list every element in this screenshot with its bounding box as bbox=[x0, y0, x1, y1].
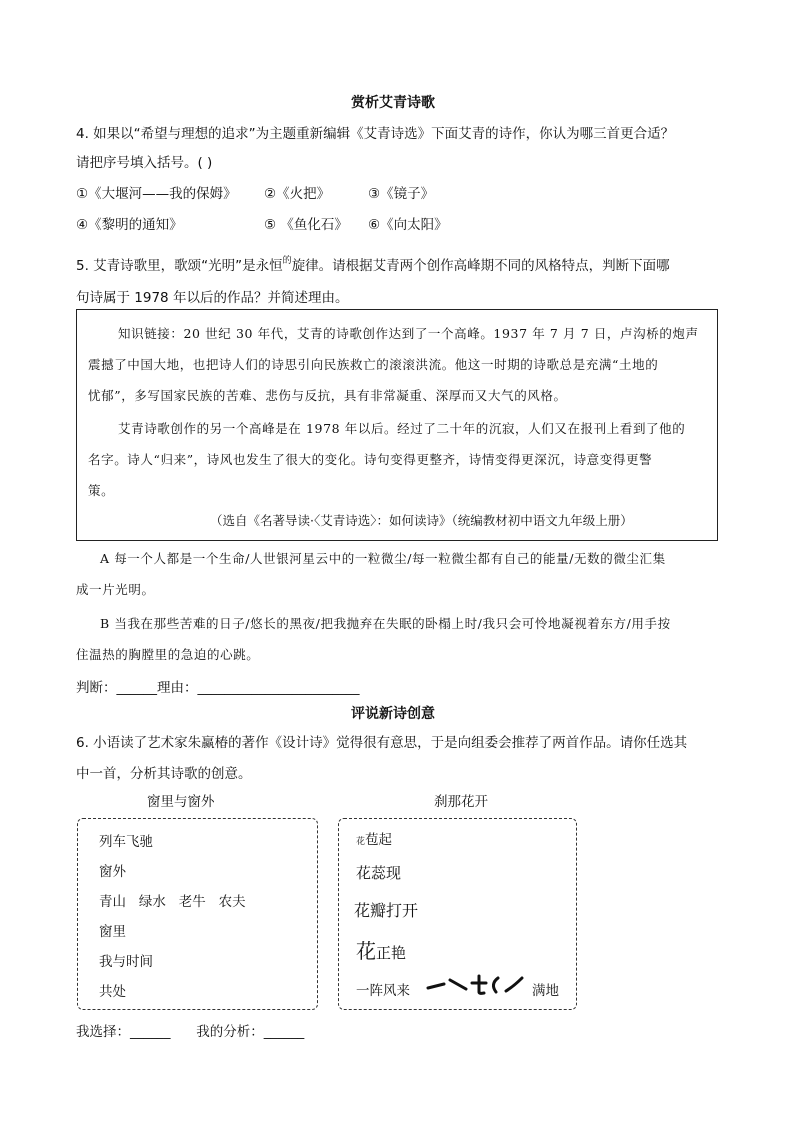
q5-line1 bbox=[76, 254, 670, 274]
poem2-line2: 花蕊现 bbox=[356, 864, 402, 882]
poem1-line4: 窗里 bbox=[99, 924, 126, 940]
poem2-line1-rest: 苞起 bbox=[365, 832, 393, 848]
q5-line1-part-a: 5. 艾青诗歌里，歌颂“光明”是永恒 bbox=[76, 258, 283, 274]
knowledge-source: （选自《名著导读·〈艾青诗选〉：如何读诗》（统编教材初中语文九年级上册） bbox=[210, 513, 633, 528]
poem1-line6: 共处 bbox=[99, 984, 126, 1000]
q4-option-5: ⑤ 《鱼化石》 bbox=[264, 217, 348, 233]
q6-line1: 6. 小语读了艺术家朱赢椿的著作《设计诗》觉得很有意思，于是向组委会推荐了两首作品。请你任选其 bbox=[76, 735, 688, 751]
q4-option-4: ④《黎明的通知》 bbox=[76, 217, 183, 233]
poem2-line3: 花瓣打开 bbox=[354, 901, 419, 920]
poem2-line5-a: 一阵风来 bbox=[356, 983, 410, 999]
knowledge-p2-line3: 策。 bbox=[88, 483, 115, 498]
poem1-title: 窗里与窗外 bbox=[147, 794, 215, 810]
q4-option-1: ①《大堰河——我的保姆》 bbox=[76, 186, 237, 202]
q6-line2: 中一首，分析其诗歌的创意。 bbox=[76, 766, 252, 782]
q4-option-2: ②《火把》 bbox=[264, 186, 331, 202]
q4-option-6: ⑥《向太阳》 bbox=[368, 217, 448, 233]
poem2-line1 bbox=[356, 828, 392, 848]
poem1-line3: 青山 绿水 老牛 农夫 bbox=[99, 894, 246, 910]
poem-a-line2: 成一片光明。 bbox=[76, 582, 155, 597]
q4-line2: 请把序号填入括号。( ) bbox=[76, 155, 213, 171]
knowledge-p2-line1: 艾青诗歌创作的另一个高峰是在 1978 年以后。经过了二十年的沉寂，人们又在报刊上看到了他的 bbox=[118, 421, 686, 436]
q5-small-de: 的 bbox=[282, 256, 292, 266]
poem2-title: 刹那花开 bbox=[434, 794, 488, 810]
q5-answer-line: 判断：______理由：________________________ bbox=[76, 680, 360, 696]
poem2-line4 bbox=[356, 935, 406, 964]
poem2-line4-rest: 正艳 bbox=[376, 944, 407, 962]
q4-option-3: ③《镜子》 bbox=[368, 186, 435, 202]
poem-b-line1: B 当我在那些苦难的日子/悠长的黑夜/把我抛弃在失眠的卧榻上时/我只会可怜地凝视着东方/用手按 bbox=[100, 616, 671, 631]
poem2-small-hua: 花 bbox=[356, 837, 366, 847]
section1-title: 赏析艾青诗歌 bbox=[351, 95, 435, 111]
poem2-big-hua: 花 bbox=[356, 939, 376, 963]
knowledge-p1-line1: 知识链接：20 世纪 30 年代，艾青的诗歌创作达到了一个高峰。1937 年 7 月 7 日，卢沟桥的炮声 bbox=[118, 326, 699, 341]
knowledge-p1-line3: 忧郁”，多写国家民族的苦难、悲伤与反抗，具有非常凝重、深厚而又大气的风格。 bbox=[88, 388, 567, 403]
poem1-line1: 列车飞驰 bbox=[99, 834, 153, 850]
poem-b-line2: 住温热的胸膛里的急迫的心跳。 bbox=[76, 647, 260, 662]
knowledge-p2-line2: 名字。诗人“归来”，诗风也发生了很大的变化。诗句变得更整齐，诗情变得更深沉，诗意变得更警 bbox=[88, 452, 653, 467]
q5-line2: 句诗属于 1978 年以后的作品？并简述理由。 bbox=[76, 290, 349, 306]
knowledge-p1-line2: 震撼了中国大地，也把诗人们的诗思引向民族救亡的滚滚洪流。他这一时期的诗歌总是充满“土地的 bbox=[88, 357, 659, 372]
poem2-line5-b: 满地 bbox=[532, 983, 559, 999]
poem1-line2: 窗外 bbox=[99, 864, 126, 880]
q4-line1: 4. 如果以“希望与理想的追求”为主题重新编辑《艾青诗选》下面艾青的诗作，你认为哪三首更合适？ bbox=[76, 126, 675, 142]
poem-a-line1: A 每一个人都是一个生命/人世银河星云中的一粒微尘/每一粒微尘都有自己的能量/无数的微尘汇集 bbox=[100, 551, 666, 566]
scattered-petals-graphic bbox=[426, 970, 526, 998]
poem1-line5: 我与时间 bbox=[99, 954, 153, 970]
section2-title: 评说新诗创意 bbox=[351, 706, 435, 722]
q6-answer-line: 我选择：______ 我的分析：______ bbox=[76, 1024, 305, 1040]
q5-line1-part-b: 旋律。请根据艾青两个创作高峰期不同的风格特点，判断下面哪 bbox=[291, 258, 670, 274]
